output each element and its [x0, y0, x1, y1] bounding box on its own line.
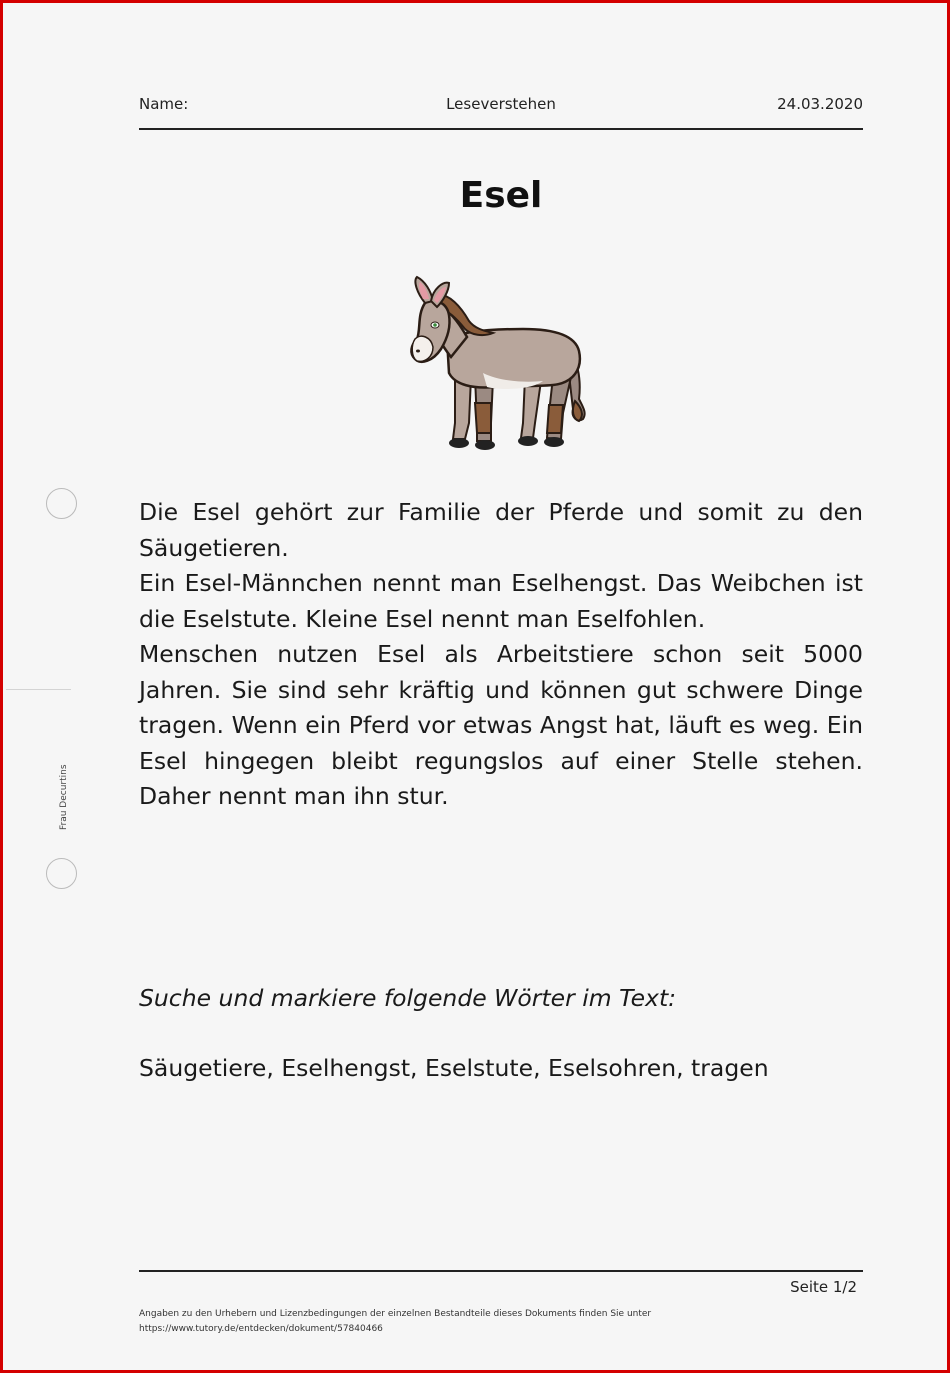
punch-hole-top — [46, 488, 77, 519]
date-label: 24.03.2020 — [777, 95, 863, 113]
paragraph-names: Ein Esel-Männchen nennt man Eselhengst. Das Weibchen ist die Eselstute. Kleine Esel nennt man Eselfohlen. — [139, 569, 863, 633]
fold-mark — [6, 689, 71, 690]
task-word-list: Säugetiere, Eselhengst, Eselstute, Eselsohren, tragen — [139, 1054, 769, 1082]
page-number: Seite 1/2 — [790, 1278, 857, 1296]
paragraph-mammals: Die Esel gehört zur Familie der Pferde und somit zu den Säugetieren. — [139, 498, 863, 562]
donkey-icon — [403, 273, 599, 463]
paragraph-work-animals: Menschen nutzen Esel als Arbeitstiere schon seit 5000 Jahren. Sie sind sehr kräftig und können gut schwere Dinge tragen. Wenn ein Pferd vor etwas Angst hat, läuft es weg. Ein Esel hingegen bleibt regungslos auf einer Stelle stehen. Daher nennt man ihn stur. — [139, 640, 863, 810]
credits-line: Angaben zu den Urhebern und Lizenzbedingungen der einzelnen Bestandteile dieses Dokuments finden Sie unter — [139, 1309, 652, 1319]
task-instruction: Suche und markiere folgende Wörter im Text: — [139, 984, 677, 1012]
author-label: Frau Decurtins — [59, 764, 69, 830]
reading-text — [139, 495, 863, 815]
footer-rule — [139, 1270, 863, 1272]
page-title: Esel — [459, 175, 543, 216]
credits-text — [139, 1307, 739, 1337]
credits-link[interactable]: https://www.tutory.de/entdecken/dokument/57840466 — [139, 1324, 383, 1334]
header-rule — [139, 128, 863, 130]
page-header — [139, 95, 863, 117]
name-label: Name: — [139, 95, 189, 113]
punch-hole-bottom — [46, 858, 77, 889]
subject-label: Leseverstehen — [446, 95, 556, 113]
